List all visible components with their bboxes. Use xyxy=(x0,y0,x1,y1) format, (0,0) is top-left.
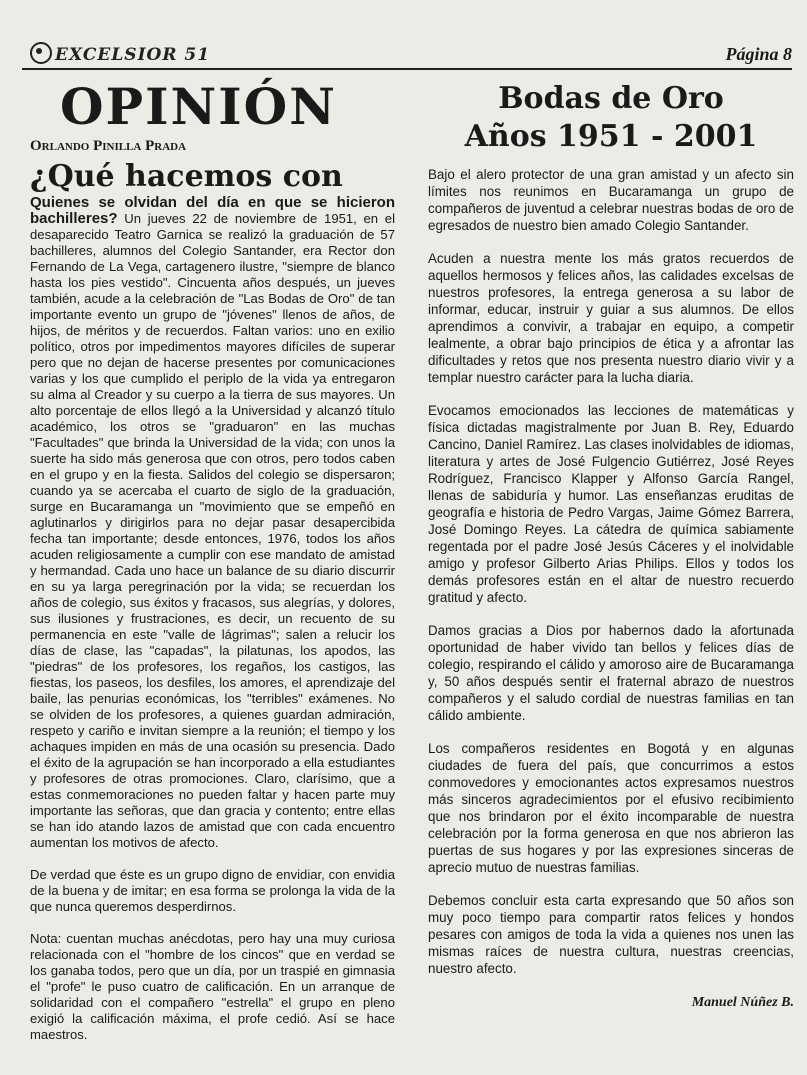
author-byline: Orlando Pinilla Prada xyxy=(30,138,187,154)
letter-title-line-2: Años 1951 - 2001 xyxy=(464,119,758,154)
letter-column xyxy=(428,78,794,1011)
letter-signature: Manuel Núñez B. xyxy=(691,995,794,1010)
letter-paragraph-4: Damos gracias a Dios por habernos dado la afortunada oportunidad de haber vivido tan bellos y felices días de colegio, respirando el cálido y amoroso aire de Bucaramanga y, 50 años después sentir el fraternal abrazo de nuestros compañeros y el saludo cordial de nuestras familias en tan cálido ambiente. xyxy=(428,623,794,723)
letter-paragraph-5: Los compañeros residentes en Bogotá y en algunas ciudades de fuera del país, que concurrimos a estos conmovedores y emocionantes actos expresamos nuestros más sinceros agradecimientos por el efusivo recibimiento que nos brindaron por el éxito incomparable de nuestra celebración por la forma generosa en que nos abrieron las puertas de sus hogares y por las expresiones sinceras de aprecio mutuo de nuestras familias. xyxy=(428,741,794,875)
article-lead: Quienes se olvidan del día en que se hicieron bachilleres? xyxy=(30,194,395,227)
letter-paragraph-2: Acuden a nuestra mente los más gratos recuerdos de aquellos hermosos y felices años, las calidades excelsas de nuestros profesores, la entrega generosa a su labor de informar, educar, instruir y guiar a sus alumnos. De ellos aprendimos a convivir, a trabajar en equipo, a competir lealmente, a obrar bajo principios de ética y a afrontar las dificultades y retos que nos presenta nuestro diario vivir y a templar nuestro carácter para la lucha diaria. xyxy=(428,251,794,385)
letter-paragraph-6: Debemos concluir esta carta expresando que 50 años son muy poco tiempo para compartir ratos felices y hondos pesares con amigos de toda la vida a quienes nos unen las mismas raíces de nuestra cultura, nuestras creencias, nuestro afecto. xyxy=(428,893,794,976)
article-paragraph-2: De verdad que éste es un grupo digno de envidiar, con envidia de la buena y de imitar; en esa forma se prolonga la vida de la que nunca queremos desperdirnos. xyxy=(30,867,395,914)
letter-title xyxy=(428,80,794,156)
letter-body xyxy=(428,166,794,977)
article-paragraph-1 xyxy=(30,195,395,851)
section-title: OPINIÓN xyxy=(60,77,337,136)
letter-paragraph-1: Bajo el alero protector de una gran amistad y un afecto sin límites nos reunimos en Bucaramanga un grupo de compañeros de juventud a celebrar nuestras bodas de oro de egresados de nuestro bien amado Colegio Santander. xyxy=(428,167,794,233)
article-headline: ¿Qué hacemos con xyxy=(30,159,343,194)
letter-title-line-1: Bodas de Oro xyxy=(498,81,724,116)
page-number: Página 8 xyxy=(725,44,792,64)
letter-paragraph-3: Evocamos emocionados las lecciones de matemáticas y física dictadas magistralmente por Juan B. Rey, Eduardo Cancino, Daniel Ramírez. Las clases inolvidables de idiomas, literatura y artes de José Fulgencio Gutiérrez, José Reyes Rodríguez, Francisco Klapper y Alfonso García Rangel, llenas de sabiduría y humor. Las enseñanzas eruditas de geografía e historia de Pedro Vargas, Jaime Gómez Barrera, José Domingo Reyes. La cátedra de química sabiamente regentada por el padre José Jesús Cáceres y el inolvidable amigo y profesor Gilberto Arias Philips. Ellos y todos los demás profesores están en el altar de nuestro recuerdo gratitud y afecto. xyxy=(428,403,794,605)
seal-icon xyxy=(30,42,52,64)
article-note: Nota: cuentan muchas anécdotas, pero hay una muy curiosa relacionada con el "hombre de los cincos" que en verdad se los ganaba todos, pero que un día, por un traspié en gimnasia el "profe" le puso cuatro de calificación. En un arranque de solidaridad con el compañero "estrella" el grupo en pleno exigió la calificación máxima, el profe cedió. Así se hace maestros. xyxy=(30,931,395,1042)
masthead xyxy=(22,42,792,70)
opinion-column xyxy=(30,78,395,1043)
logo-text: EXCELSIOR 51 xyxy=(55,45,211,65)
magazine-logo xyxy=(30,42,210,65)
article-body-1: Un jueves 22 de noviembre de 1951, en el desaparecido Teatro Garnica se realizó la graduación de 57 bachilleres, alumnos del Colegio Santander, era Rector don Fernando de La Vega, cartagenero ilustre, "siempre de blanco hasta los pies vestido". Cincuenta años después, un jueves también, acude a la celebración de "Las Bodas de Oro" de tan importante evento un grupo de "jóvenes" llenos de años, de hijos, de méritos y de recuerdos. Faltan varios: uno en exilio político, otros por impedimentos mayores difíciles de superar pero que no dejan de hacerse presentes por comunicaciones varias y los que cumplido el periplo de la vida ya entregaron su alma al Creador y su cuerpo a la tierra de sus mayores. Un alto porcentaje de ellos llegó a la Universidad y alcanzó título académico, los otros se "graduaron" en las muchas "Facultades" que brinda la Universidad de la vida; con unos la suerte ha sido más generosa que con otros, pero todos caben en el grupo y en la fiesta. Salidos del colegio se dispersaron; cuando ya se acercaba el cuarto de siglo de la graduación, surge en Bucaramanga un "movimiento que se empeñó en aglutinarlos y dirigirlos para no dejar pasar desapercibida fecha tan importante; desde entonces, 1976, todos los años acuden religiosamente a cumplir con ese mandato de amistad y hermandad. Cada uno hace un balance de su diario discurrir en su ya larga peregrinación por la vida; se recuerdan los años de colegio, sus éxitos y fracasos, sus alegrías, y dolores, sus ilusiones y frustraciones, es decir, un recuento de su permanencia en este "valle de lágrimas"; salen a relucir los días de clase, las "capadas", la pilatunas, los apodos, las "piedras" de los profesores, los regaños, los castigos, las fiestas, los paseos, los desfiles, los amores, el aprendizaje del baile, las penurias económicas, los "terribles" exámenes. No se olviden de los profesores, a quienes guardan admiración, respeto y cariño e invitan siempre a la reunión; el tiempo y los achaques impiden en más de una ocasión su presencia. Dado el éxito de la agrupación se han incorporado a ella estudiantes y profesores de otras promociones. Claro, clarísimo, que a estas conmemoraciones no pueden faltar y hacen parte muy importante las señoras, que dan gracia y contento; entre ellas se han ido atando lazos de amistad que con cada encuentro aumentan los motivos de afecto. xyxy=(30,211,396,850)
